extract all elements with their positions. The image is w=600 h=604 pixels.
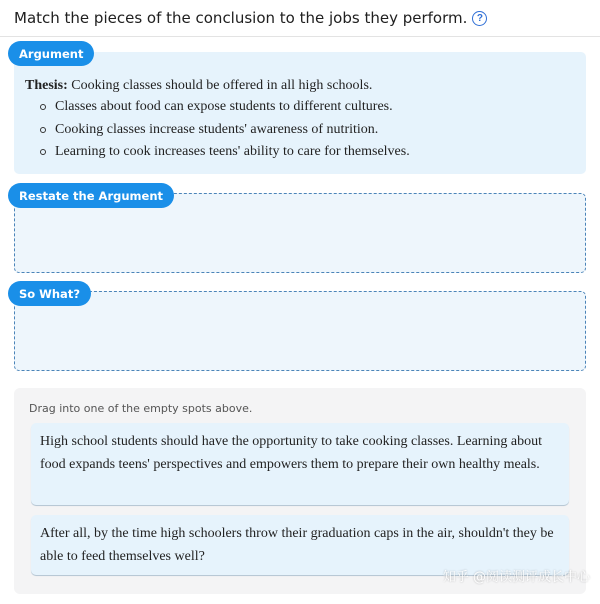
bullet-item bbox=[25, 141, 585, 164]
instruction-header bbox=[0, 0, 600, 36]
tray-instruction: Drag into one of the empty spots above. bbox=[29, 402, 253, 415]
header-divider bbox=[0, 36, 600, 37]
argument-label: Argument bbox=[8, 41, 94, 66]
bullet-text: Cooking classes increase students' awareness of nutrition. bbox=[55, 121, 379, 137]
bullet-circle-icon bbox=[40, 127, 46, 133]
bullet-text: Learning to cook increases teens' ability to care for themselves. bbox=[55, 144, 410, 159]
bullet-text: Classes about food can expose students to different cultures. bbox=[55, 99, 393, 114]
bullet-item bbox=[25, 96, 585, 119]
so-what-drop-zone[interactable] bbox=[14, 291, 586, 371]
draggable-card[interactable]: High school students should have the opportunity to take cooking classes. Learning about food expands teens' perspectives and empowers them to prepare their own healthy meals. bbox=[31, 423, 569, 505]
argument-bullets bbox=[25, 96, 585, 164]
bullet-item bbox=[25, 119, 585, 142]
bullet-circle-icon bbox=[40, 104, 46, 110]
restate-label: Restate the Argument bbox=[8, 183, 174, 208]
watermark: 知乎 @阅读测评成长中心 bbox=[442, 570, 590, 585]
bullet-circle-icon bbox=[40, 149, 46, 155]
thesis-line bbox=[25, 76, 585, 96]
thesis-label: Thesis: bbox=[25, 78, 68, 93]
help-icon[interactable]: ? bbox=[472, 11, 487, 26]
so-what-label: So What? bbox=[8, 281, 91, 306]
instruction-text: Match the pieces of the conclusion to the jobs they perform. bbox=[14, 9, 468, 27]
thesis-text: Cooking classes should be offered in all high schools. bbox=[67, 78, 373, 93]
draggable-card[interactable]: After all, by the time high schoolers throw their graduation caps in the air, shouldn't they be able to feed themselves well? bbox=[31, 515, 569, 575]
argument-content bbox=[25, 76, 585, 164]
